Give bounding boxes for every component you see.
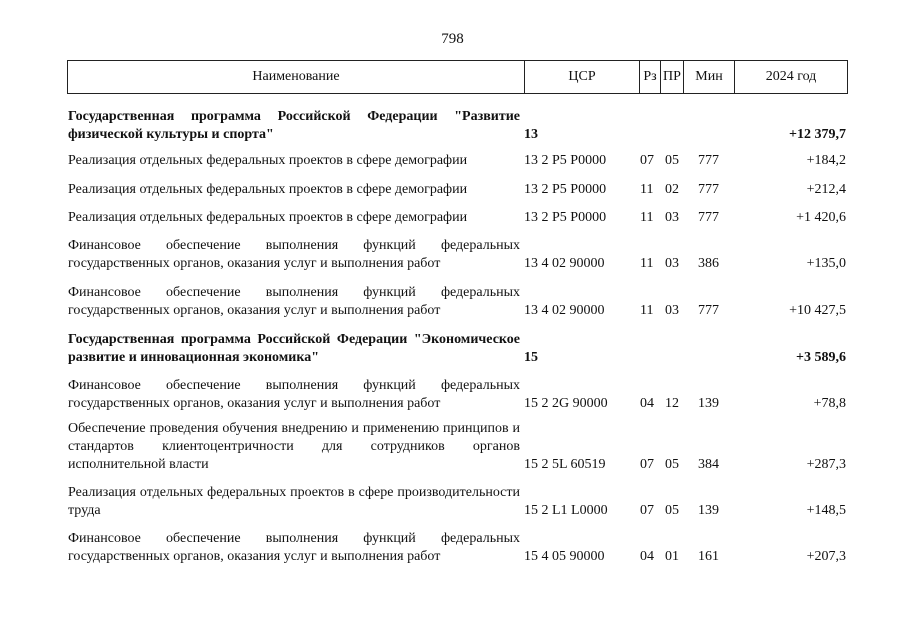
table-row xyxy=(0,152,905,170)
row-csr: 13 xyxy=(524,127,538,142)
row-min: 384 xyxy=(698,457,719,472)
row-name: Государственная программа Российской Федерации "Экономическое развитие и инновационная экономика" xyxy=(68,332,520,365)
table-row xyxy=(0,284,905,320)
row-min: 139 xyxy=(698,503,719,518)
row-csr: 13 4 02 90000 xyxy=(524,256,605,271)
row-rz: 11 xyxy=(640,182,654,197)
row-csr: 13 2 P5 P0000 xyxy=(524,210,607,225)
row-name: Реализация отдельных федеральных проектов в сфере демографии xyxy=(68,210,468,225)
row-name: Финансовое обеспечение выполнения функций федеральных государственных органов, оказания услуг и выполнения работ xyxy=(68,238,520,271)
header-name: Наименование xyxy=(68,61,525,93)
row-min: 139 xyxy=(698,396,719,411)
header-csr: ЦСР xyxy=(525,61,640,93)
row-amount: +287,3 xyxy=(806,457,846,472)
table-row xyxy=(0,237,905,273)
table-row xyxy=(0,420,905,474)
row-min: 777 xyxy=(698,303,719,318)
row-pr: 02 xyxy=(665,182,679,197)
table-row xyxy=(0,530,905,566)
row-pr: 03 xyxy=(665,210,679,225)
header-pr: ПР xyxy=(661,61,684,93)
row-csr: 15 4 05 90000 xyxy=(524,549,605,564)
row-min: 777 xyxy=(698,210,719,225)
row-min: 777 xyxy=(698,182,719,197)
row-csr: 13 2 P5 P0000 xyxy=(524,182,607,197)
row-rz: 11 xyxy=(640,303,654,318)
row-amount: +184,2 xyxy=(806,153,846,168)
row-pr: 12 xyxy=(665,396,679,411)
row-min: 777 xyxy=(698,153,719,168)
row-csr: 13 4 02 90000 xyxy=(524,303,605,318)
row-min: 386 xyxy=(698,256,719,271)
row-rz: 11 xyxy=(640,210,654,225)
row-name: Государственная программа Российской Федерации "Развитие физической культуры и спорта" xyxy=(68,109,520,142)
row-amount: +12 379,7 xyxy=(789,127,846,142)
row-pr: 01 xyxy=(665,549,679,564)
row-pr: 03 xyxy=(665,256,679,271)
row-rz: 07 xyxy=(640,457,654,472)
row-csr: 15 2 L1 L0000 xyxy=(524,503,608,518)
row-min: 161 xyxy=(698,549,719,564)
table-row xyxy=(0,209,905,227)
row-name: Финансовое обеспечение выполнения функций федеральных государственных органов, оказания услуг и выполнения работ xyxy=(68,531,520,564)
table-row-program xyxy=(0,331,905,367)
row-name: Реализация отдельных федеральных проектов в сфере демографии xyxy=(68,153,468,168)
row-amount: +212,4 xyxy=(806,182,846,197)
row-rz: 07 xyxy=(640,153,654,168)
row-rz: 11 xyxy=(640,256,654,271)
row-name: Финансовое обеспечение выполнения функций федеральных государственных органов, оказания услуг и выполнения работ xyxy=(68,285,520,318)
row-rz: 07 xyxy=(640,503,654,518)
table-header xyxy=(67,60,848,94)
row-amount: +148,5 xyxy=(806,503,846,518)
row-amount: +207,3 xyxy=(806,549,846,564)
row-rz: 04 xyxy=(640,396,654,411)
row-pr: 05 xyxy=(665,503,679,518)
row-csr: 13 2 P5 P0000 xyxy=(524,153,607,168)
table-row xyxy=(0,181,905,199)
row-pr: 03 xyxy=(665,303,679,318)
row-name: Реализация отдельных федеральных проектов в сфере демографии xyxy=(68,182,468,197)
row-csr: 15 xyxy=(524,350,538,365)
row-amount: +78,8 xyxy=(813,396,846,411)
table-row-program xyxy=(0,108,905,144)
row-csr: 15 2 2G 90000 xyxy=(524,396,608,411)
row-amount: +10 427,5 xyxy=(789,303,846,318)
table-row xyxy=(0,377,905,413)
row-name: Обеспечение проведения обучения внедрению и применению принципов и стандартов клиентоцентричности для сотрудников органов исполнительной власти xyxy=(68,421,520,472)
header-year: 2024 год xyxy=(765,69,817,84)
row-pr: 05 xyxy=(665,153,679,168)
row-name: Реализация отдельных федеральных проектов в сфере производительности труда xyxy=(68,485,520,518)
row-csr: 15 2 5L 60519 xyxy=(524,457,606,472)
header-min: Мин xyxy=(684,61,735,93)
header-rz: Рз xyxy=(640,61,661,93)
row-amount: +3 589,6 xyxy=(796,350,846,365)
row-name: Финансовое обеспечение выполнения функций федеральных государственных органов, оказания услуг и выполнения работ xyxy=(68,378,520,411)
row-pr: 05 xyxy=(665,457,679,472)
table-row xyxy=(0,484,905,520)
row-amount: +135,0 xyxy=(806,256,846,271)
page-number: 798 xyxy=(441,31,464,47)
row-amount: +1 420,6 xyxy=(796,210,846,225)
row-rz: 04 xyxy=(640,549,654,564)
